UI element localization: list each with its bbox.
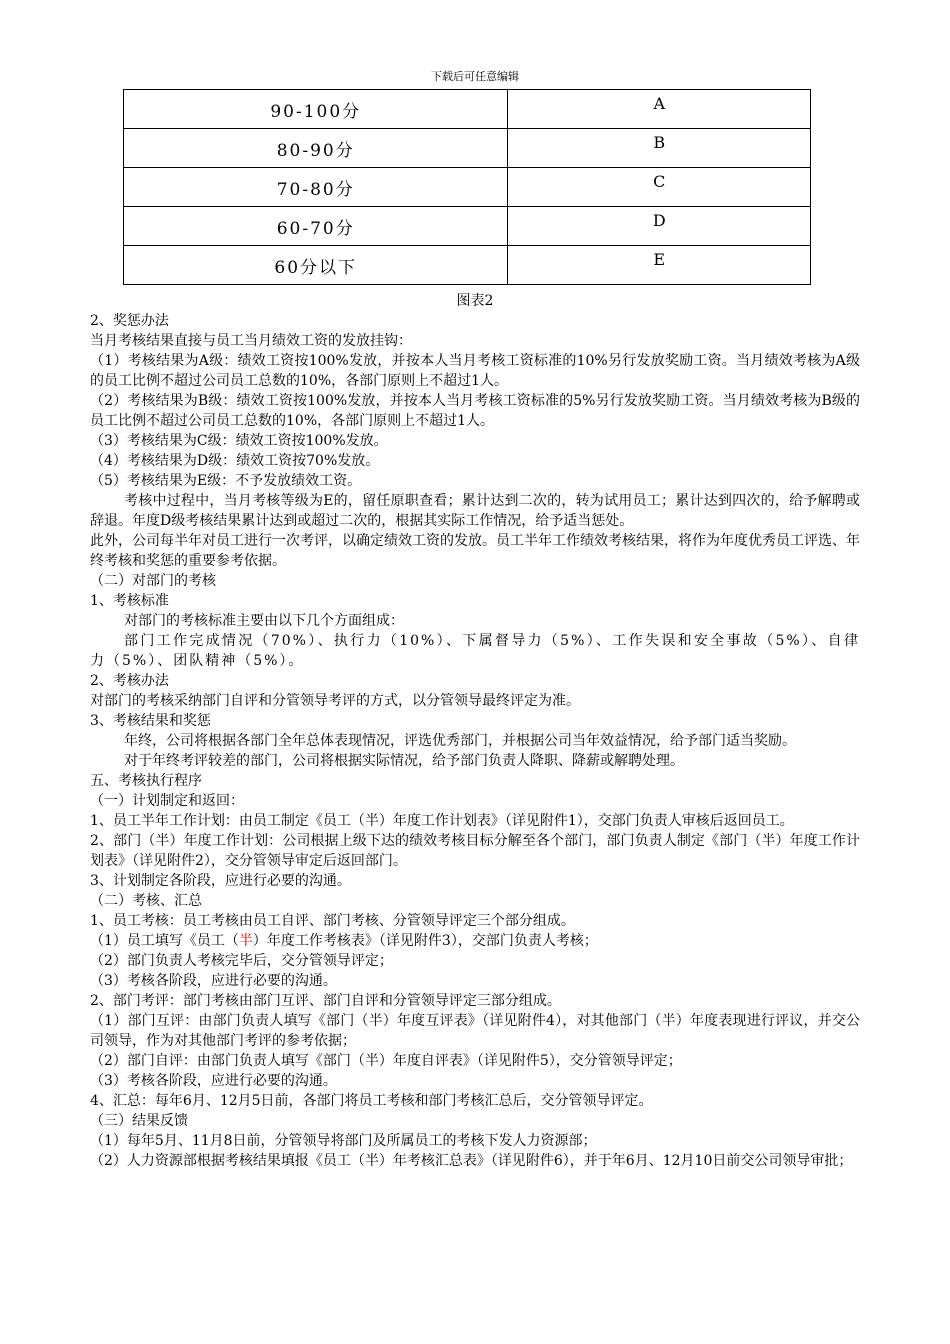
list-item: （1）每年5月、11月8日前，分管领导将部门及所属员工的考核下发人力资源部；: [90, 1133, 597, 1149]
section-heading: 1、考核标准: [90, 593, 169, 609]
score-cell: 80-90分: [124, 129, 508, 168]
table-row: [124, 168, 811, 207]
table-row: [124, 90, 811, 129]
section-heading: （一）计划制定和返回：: [90, 793, 244, 809]
list-item: （1）员工填写《员工（半）年度工作考核表》（详见附件3），交部门负责人考核；: [90, 933, 598, 949]
list-item: （2）部门负责人考核完毕后，交分管领导评定；: [90, 953, 393, 969]
list-item: （3）考核各阶段，应进行必要的沟通。: [90, 973, 337, 989]
grade-table: [123, 89, 811, 285]
list-item: （3）考核结果为C级：绩效工资按100%发放。: [90, 433, 388, 449]
section-heading: 五、考核执行程序: [90, 773, 202, 789]
list-item: （2）考核结果为B级：绩效工资按100%发放，并按本人当月考核工资标准的5%另行发放奖励工资。当月绩效考核为B级的员工比例不超过公司员工总数的10%，各部门原则上不超过1人。: [90, 393, 860, 429]
score-cell: 60-70分: [124, 207, 508, 246]
section-heading: （三）结果反馈: [90, 1113, 188, 1129]
list-item: 2、部门考评：部门考核由部门互评、部门自评和分管领导评定三部分组成。: [90, 993, 561, 1009]
score-cell: 70-80分: [124, 168, 508, 207]
list-item: （1）部门互评：由部门负责人填写《部门（半）年度互评表》（详见附件4），对其他部门（半）年度表现进行评议，并交公司领导，作为对其他部门考评的参考依据；: [90, 1013, 860, 1049]
list-item: 4、汇总：每年6月、12月5日前，各部门将员工考核和部门考核汇总后，交分管领导评定。: [90, 1093, 653, 1109]
list-item: 3、计划制定各阶段，应进行必要的沟通。: [90, 873, 351, 889]
list-item: 1、员工考核：员工考核由员工自评、部门考核、分管领导评定三个部分组成。: [90, 913, 575, 929]
list-item: 1、员工半年工作计划：由员工制定《员工（半）年度工作计划表》（详见附件1），交部门负责人审核后返回员工。: [90, 813, 794, 829]
grade-cell: E: [508, 246, 811, 285]
section-heading: （二）考核、汇总: [90, 893, 202, 909]
grade-cell: C: [508, 168, 811, 207]
paragraph: 此外，公司每半年对员工进行一次考评，以确定绩效工资的发放。员工半年工作绩效考核结果，将作为年度优秀员工评选、年终考核和奖惩的重要参考依据。: [90, 533, 860, 569]
list-item: （5）考核结果为E级：不予发放绩效工资。: [90, 473, 362, 489]
paragraph: 对部门的考核标准主要由以下几个方面组成：: [124, 613, 404, 629]
table-caption: 图表2: [456, 293, 494, 309]
section-heading: 2、奖惩办法: [90, 313, 169, 329]
list-item: 2、部门（半）年度工作计划：公司根据上级下达的绩效考核目标分解至各个部门，部门负责人制定《部门（半）年度工作计划表》（详见附件2），交分管领导审定后返回部门。: [90, 833, 860, 869]
section-heading: 3、考核结果和奖惩: [90, 713, 211, 729]
grade-cell: A: [508, 90, 811, 129]
score-cell: 90-100分: [124, 90, 508, 129]
paragraph: 部门工作完成情况（70%）、执行力（10%）、下属督导力（5%）、工作失误和安全事故（5%）、自律力（5%）、团队精神（5%）。: [90, 633, 860, 669]
document-body: [90, 311, 860, 1171]
list-item: （4）考核结果为D级：绩效工资按70%发放。: [90, 453, 380, 469]
grade-cell: B: [508, 129, 811, 168]
section-heading: 2、考核办法: [90, 673, 169, 689]
paragraph: 当月考核结果直接与员工当月绩效工资的发放挂钩：: [90, 333, 412, 349]
page-header: 下载后可任意编辑: [431, 70, 519, 83]
table-row: [124, 246, 811, 285]
paragraph: 对于年终考评较差的部门，公司将根据实际情况，给予部门负责人降职、降薪或解聘处理。: [124, 753, 684, 769]
list-item: （2）人力资源部根据考核结果填报《员工（半）年考核汇总表》（详见附件6），并于年6月、12月10日前交公司领导审批；: [90, 1153, 853, 1169]
paragraph: 考核中过程中，当月考核等级为E的，留任原职查看；累计达到二次的，转为试用员工；累计达到四次的，给予解聘或辞退。年度D级考核结果累计达到或超过二次的，根据其实际工作情况，给予适当惩处。: [90, 493, 860, 529]
section-heading: （二）对部门的考核: [90, 573, 216, 589]
paragraph: 年终，公司将根据各部门全年总体表现情况，评选优秀部门，并根据公司当年效益情况，给予部门适当奖励。: [124, 733, 796, 749]
list-item: （2）部门自评：由部门负责人填写《部门（半）年度自评表》（详见附件5），交分管领导评定；: [90, 1053, 682, 1069]
list-item: （1）考核结果为A级：绩效工资按100%发放，并按本人当月考核工资标准的10%另行发放奖励工资。当月绩效考核为A级的员工比例不超过公司员工总数的10%，各部门原则上不超过1人。: [90, 353, 860, 389]
table-row: [124, 207, 811, 246]
table-row: [124, 129, 811, 168]
paragraph: 对部门的考核采纳部门自评和分管领导考评的方式，以分管领导最终评定为准。: [90, 693, 580, 709]
highlighted-text: 半: [238, 933, 253, 949]
grade-cell: D: [508, 207, 811, 246]
list-item: （3）考核各阶段，应进行必要的沟通。: [90, 1073, 337, 1089]
score-cell: 60分以下: [124, 246, 508, 285]
